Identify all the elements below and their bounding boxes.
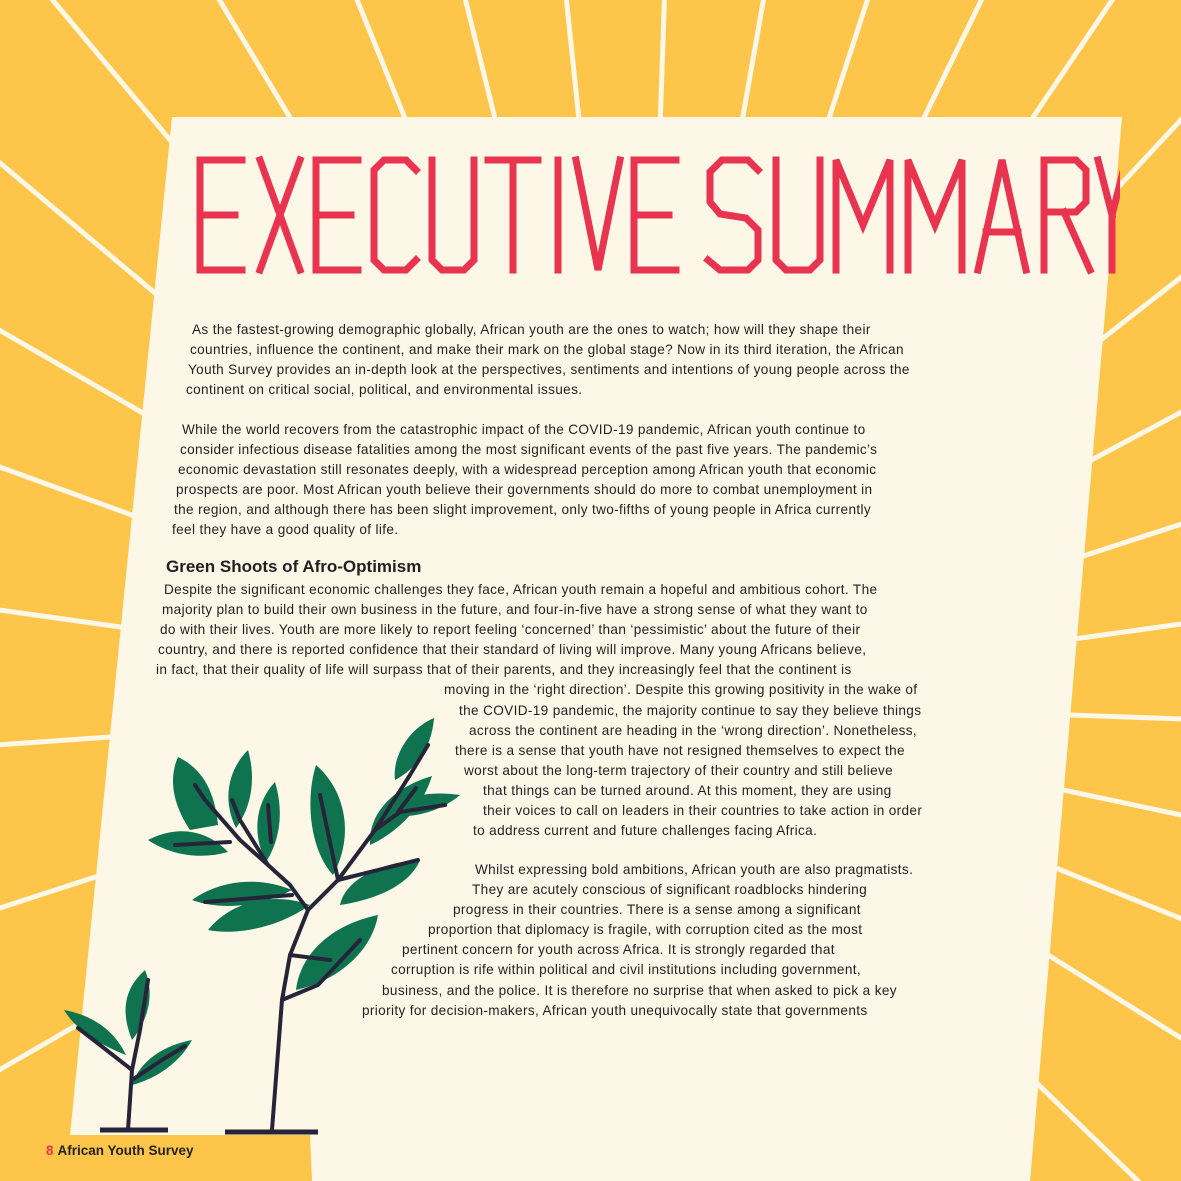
covid-line: feel they have a good quality of life. [172, 522, 399, 538]
publication-name: African Youth Survey [57, 1143, 194, 1158]
intro-line: As the fastest-growing demographic globally, African youth are the ones to watch; how will they shape their [192, 322, 871, 337]
optimism-line: there is a sense that youth have not resigned themselves to expect the [455, 742, 905, 758]
covid-paragraph [172, 420, 877, 541]
intro-line: Youth Survey provides an in-depth look at the perspectives, sentiments and intentions of young people across the [188, 362, 910, 378]
pragmatism-line: pertinent concern for youth across Africa. It is strongly regarded that [402, 942, 835, 958]
optimism-line: majority plan to build their own business in the future, and four-in-five have a strong sense of what they want to [162, 602, 868, 618]
optimism-line: country, and there is reported confidence that their standard of living will improve. Many young Africans believe, [158, 642, 867, 658]
pragmatism-line: business, and the police. It is therefore no surprise that when asked to pick a key [382, 982, 897, 998]
pragmatism-line: corruption is rife within political and civil institutions including government, [391, 962, 862, 978]
optimism-line: do with their lives. Youth are more likely to report feeling ‘concerned’ than ‘pessimistic’ about the future of their [160, 622, 861, 638]
optimism-line: in fact, that their quality of life will surpass that of their parents, and they increasingly feel that the continent is [156, 662, 852, 678]
intro-paragraph [186, 320, 910, 400]
leaf-icon [310, 765, 345, 875]
pragmatism-line: priority for decision-makers, African youth unequivocally state that governments [362, 1002, 868, 1018]
seedling-illustration [0, 700, 480, 1150]
leaf-icon [173, 757, 218, 830]
optimism-line: worst about the long-term trajectory of their country and still believe [464, 762, 894, 778]
covid-line: While the world recovers from the catastrophic impact of the COVID-19 pandemic, African youth continue to [182, 422, 866, 437]
covid-line: the region, and although there has been slight improvement, only two-fifths of young people in Africa currently [174, 502, 872, 518]
optimism-line: Despite the significant economic challenges they face, African youth remain a hopeful and ambitious cohort. The [164, 582, 878, 597]
covid-line: economic devastation still resonates deeply, with a widespread perception among African youth that economic [178, 462, 877, 478]
intro-line: continent on critical social, political, and environmental issues. [186, 382, 583, 398]
leaf-icon [296, 915, 378, 990]
covid-line: prospects are poor. Most African youth believe their governments should do more to combat unemployment in [176, 482, 873, 498]
leaf-icon [340, 860, 420, 905]
leaf-icon [64, 1010, 126, 1055]
page-number: 8 [46, 1143, 54, 1158]
page-footer [46, 1143, 194, 1158]
optimism-line: moving in the ‘right direction’. Despite this growing positivity in the wake of [444, 682, 918, 698]
section-heading: Green Shoots of Afro-Optimism [166, 557, 422, 576]
page-title [180, 140, 1120, 290]
optimism-line: the COVID-19 pandemic, the majority continue to say they believe things [459, 702, 922, 718]
optimism-line: to address current and future challenges facing Africa. [473, 823, 818, 839]
optimism-line: their voices to call on leaders in their countries to take action in order [483, 803, 923, 819]
pragmatism-line: progress in their countries. There is a sense among a significant [453, 902, 861, 918]
covid-line: consider infectious disease fatalities among the most significant events of the past five years. The pandemic’s [180, 442, 878, 458]
pragmatism-line: They are acutely conscious of significant roadblocks hindering [472, 882, 867, 898]
pragmatism-line: Whilst expressing bold ambitions, African youth are also pragmatists. [475, 862, 914, 877]
optimism-line: that things can be turned around. At this moment, they are using [483, 782, 892, 798]
pragmatism-line: proportion that diplomacy is fragile, with corruption cited as the most [428, 922, 863, 938]
intro-line: countries, influence the continent, and make their mark on the global stage? Now in its third iteration, the African [190, 342, 904, 358]
optimism-line: across the continent are heading in the ‘wrong direction’. Nonetheless, [469, 722, 918, 738]
